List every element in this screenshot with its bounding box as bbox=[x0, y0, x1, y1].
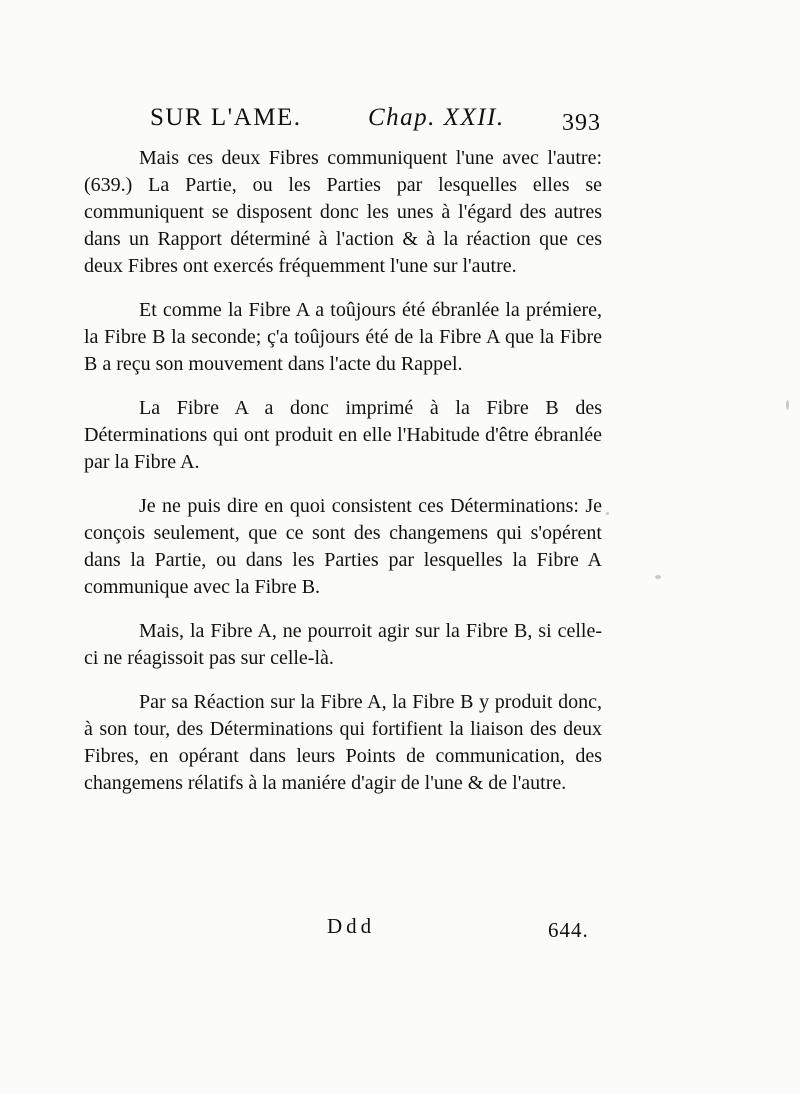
paper-speck bbox=[606, 512, 609, 515]
paragraph-2: Et comme la Fibre A a toûjours été ébranlée la prémiere, la Fibre B la seconde; ç'a toûjours été de la Fibre A que la Fibre B a reçu son mouvement dans l'acte du Rappel. bbox=[84, 299, 602, 375]
body-text bbox=[84, 145, 602, 814]
catchword: 644. bbox=[548, 918, 589, 942]
running-head-chapter: Chap. XXII. bbox=[368, 104, 505, 131]
paragraph-6: Par sa Réaction sur la Fibre A, la Fibre B y produit donc, à son tour, des Déterminations qui fortifient la liaison des deux Fibres, en opérant dans leurs Points de communication, des changemens rélatifs à la maniére d'agir de l'une & de l'autre. bbox=[84, 691, 602, 794]
running-head-title: SUR L'AME. bbox=[150, 104, 302, 131]
paragraph-4: Je ne puis dire en quoi consistent ces Déterminations: Je conçois seulement, que ce sont des changemens qui s'opérent dans la Partie, ou dans les Parties par lesquelles la Fibre A communique avec la Fibre B. bbox=[84, 495, 602, 598]
signature-mark: Ddd bbox=[327, 914, 376, 938]
page-footer bbox=[84, 912, 604, 948]
paragraph-3: La Fibre A a donc imprimé à la Fibre B des Déterminations qui ont produit en elle l'Habitude d'être ébranlée par la Fibre A. bbox=[84, 397, 602, 473]
paper-speck bbox=[786, 400, 789, 410]
paragraph-1: Mais ces deux Fibres communiquent l'une avec l'autre: (639.) La Partie, ou les Parties par lesquelles elles se communiquent se disposent donc les unes à l'égard des autres dans un Rapport déterminé à l'action & à la réaction que ces deux Fibres ont exercés fréquemment l'une sur l'autre. bbox=[84, 147, 602, 277]
paragraph-5: Mais, la Fibre A, ne pourroit agir sur la Fibre B, si celle-ci ne réagissoit pas sur celle-là. bbox=[84, 620, 602, 669]
paper-speck bbox=[655, 575, 661, 579]
running-head bbox=[150, 100, 610, 140]
page-number: 393 bbox=[562, 110, 601, 136]
